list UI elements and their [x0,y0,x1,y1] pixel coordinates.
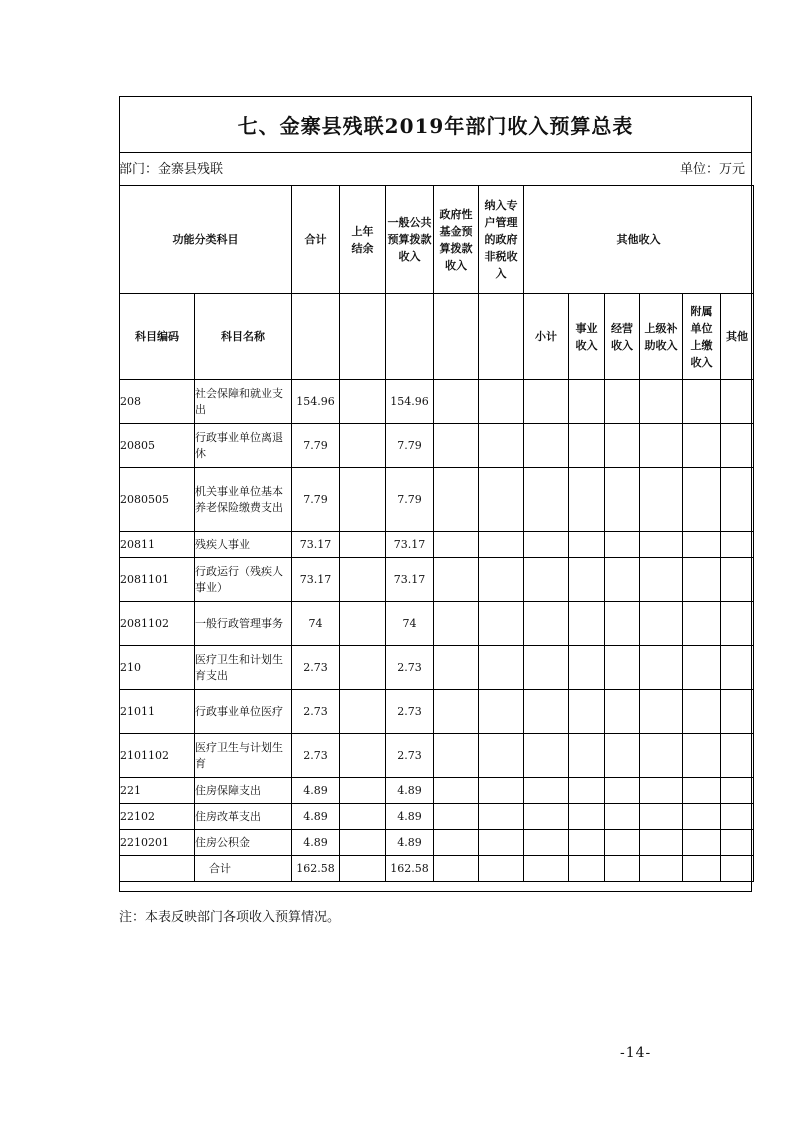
table-row [120,602,754,646]
row-total: 2.73 [292,734,340,778]
table-row [120,558,754,602]
table-row [120,734,754,778]
row-code: 22102 [120,804,195,830]
row-general-budget: 2.73 [386,646,434,690]
row-prior-balance [340,830,386,856]
empty-cell [683,468,721,532]
empty-cell [640,558,683,602]
empty-cell [479,778,524,804]
row-total: 7.79 [292,424,340,468]
empty-cell [721,830,754,856]
total-label: 合计 [195,856,292,882]
empty-cell [479,468,524,532]
empty-cell [721,804,754,830]
row-code: 2101102 [120,734,195,778]
header-empty [479,294,524,380]
empty-cell [721,424,754,468]
table-row [120,424,754,468]
empty-cell [524,424,569,468]
row-name: 残疾人事业 [195,532,292,558]
row-total: 4.89 [292,778,340,804]
table-row [120,778,754,804]
empty-cell [721,380,754,424]
row-general-budget: 7.79 [386,424,434,468]
empty-cell [434,380,479,424]
row-code: 221 [120,778,195,804]
empty-cell [640,778,683,804]
empty-cell [434,778,479,804]
empty-cell [569,558,605,602]
empty-cell [640,424,683,468]
empty-cell [683,734,721,778]
row-code: 2081102 [120,602,195,646]
unit-label: 单位：万元 [679,161,745,177]
empty-cell [640,690,683,734]
page-title: 七、金寨县残联2019年部门收入预算总表 [237,114,634,138]
row-prior-balance [340,778,386,804]
row-prior-balance [340,804,386,830]
empty-cell [605,856,640,882]
empty-cell [683,856,721,882]
row-total: 74 [292,602,340,646]
row-name: 社会保障和就业支出 [195,380,292,424]
empty-cell [605,804,640,830]
empty-cell [479,830,524,856]
row-code: 208 [120,380,195,424]
row-general-budget: 73.17 [386,532,434,558]
empty-cell [524,804,569,830]
row-code: 2210201 [120,830,195,856]
row-name: 行政事业单位医疗 [195,690,292,734]
row-general-budget: 4.89 [386,778,434,804]
empty-cell [524,856,569,882]
header-operating: 经营收入 [605,294,640,380]
empty-cell [569,646,605,690]
empty-cell [605,532,640,558]
row-general-budget: 73.17 [386,558,434,602]
row-name: 住房公积金 [195,830,292,856]
row-general-budget: 2.73 [386,690,434,734]
row-prior-balance [340,646,386,690]
row-code: 2081101 [120,558,195,602]
row-name: 医疗卫生和计划生育支出 [195,646,292,690]
empty-cell [569,690,605,734]
row-general-budget: 4.89 [386,804,434,830]
title-row [120,97,751,153]
empty-cell [605,424,640,468]
empty-cell [605,380,640,424]
income-budget-table [119,185,754,882]
empty-cell [434,468,479,532]
empty-cell [569,424,605,468]
header-empty [292,294,340,380]
empty-cell [605,690,640,734]
empty-cell [640,468,683,532]
empty-cell [434,424,479,468]
empty-cell [479,602,524,646]
empty-cell [721,558,754,602]
header-func-category: 功能分类科目 [120,186,292,294]
header-business: 事业收入 [569,294,605,380]
row-name: 住房保障支出 [195,778,292,804]
empty-cell [569,830,605,856]
empty-cell [434,646,479,690]
empty-cell [479,734,524,778]
empty-cell [683,646,721,690]
row-total: 7.79 [292,468,340,532]
row-code: 20811 [120,532,195,558]
empty-cell [524,830,569,856]
empty-cell [605,830,640,856]
row-prior-balance [340,734,386,778]
page-number: -14- [620,1045,652,1061]
empty-cell [683,380,721,424]
empty-cell [524,602,569,646]
row-general-budget: 2.73 [386,734,434,778]
empty-cell [569,380,605,424]
table-row [120,804,754,830]
empty-cell [721,778,754,804]
empty-cell [569,778,605,804]
row-name: 行政事业单位离退休 [195,424,292,468]
row-total: 73.17 [292,558,340,602]
empty-cell [640,856,683,882]
empty-cell [640,734,683,778]
total-prior-balance [340,856,386,882]
row-total: 154.96 [292,380,340,424]
empty-cell [640,602,683,646]
header-prior-balance: 上年结余 [340,186,386,294]
row-prior-balance [340,468,386,532]
row-name: 住房改革支出 [195,804,292,830]
empty-cell [605,734,640,778]
row-prior-balance [340,690,386,734]
row-code: 21011 [120,690,195,734]
empty-cell [569,602,605,646]
empty-cell [569,734,605,778]
empty-cell [479,532,524,558]
row-code: 2080505 [120,468,195,532]
empty-cell [605,646,640,690]
row-total: 2.73 [292,646,340,690]
empty-cell [605,778,640,804]
empty-cell [479,424,524,468]
empty-cell [683,558,721,602]
empty-cell [683,804,721,830]
empty-cell [569,804,605,830]
header-total: 合计 [292,186,340,294]
empty-cell [524,646,569,690]
empty-cell [524,778,569,804]
empty-cell [524,734,569,778]
empty-cell [721,856,754,882]
empty-cell [721,532,754,558]
empty-cell [640,380,683,424]
row-prior-balance [340,424,386,468]
total-row [120,856,754,882]
empty-cell [683,778,721,804]
row-prior-balance [340,380,386,424]
empty-cell [524,690,569,734]
empty-cell [524,532,569,558]
empty-cell [640,830,683,856]
row-prior-balance [340,602,386,646]
empty-cell [434,690,479,734]
empty-cell [721,646,754,690]
empty-cell [721,734,754,778]
empty-cell [683,424,721,468]
table-row [120,690,754,734]
department-label: 部门：金寨县残联 [119,161,224,177]
empty-cell [524,558,569,602]
empty-cell [479,380,524,424]
header-others: 其他 [721,294,754,380]
empty-cell [479,646,524,690]
empty-cell [721,690,754,734]
empty-cell [721,602,754,646]
empty-cell [479,558,524,602]
row-general-budget: 74 [386,602,434,646]
table-row [120,646,754,690]
header-empty [386,294,434,380]
empty-cell [640,532,683,558]
table-body [120,380,754,856]
row-general-budget: 154.96 [386,380,434,424]
row-name: 医疗卫生与计划生育 [195,734,292,778]
empty-cell [524,468,569,532]
empty-cell [524,380,569,424]
empty-cell [569,856,605,882]
empty-cell [479,690,524,734]
row-name: 机关事业单位基本养老保险缴费支出 [195,468,292,532]
empty-cell [434,602,479,646]
total-general: 162.58 [386,856,434,882]
header-name: 科目名称 [195,294,292,380]
row-code: 20805 [120,424,195,468]
empty-cell [683,602,721,646]
header-other-income: 其他收入 [524,186,754,294]
empty-cell [479,804,524,830]
row-name: 一般行政管理事务 [195,602,292,646]
header-empty [340,294,386,380]
empty-cell [434,532,479,558]
empty-cell [640,804,683,830]
empty-cell [434,856,479,882]
header-subtotal: 小计 [524,294,569,380]
empty-cell [434,734,479,778]
empty-cell [605,558,640,602]
row-general-budget: 4.89 [386,830,434,856]
empty-cell [569,532,605,558]
empty-cell [434,558,479,602]
header-general-budget: 一般公共预算拨款收入 [386,186,434,294]
empty-cell [640,646,683,690]
header-gov-fund: 政府性基金预算拨款收入 [434,186,479,294]
empty-cell [434,830,479,856]
empty-cell [683,532,721,558]
row-total: 2.73 [292,690,340,734]
row-prior-balance [340,532,386,558]
empty-cell [605,602,640,646]
header-non-tax: 纳入专户管理的政府非税收入 [479,186,524,294]
empty-cell [683,690,721,734]
table-row [120,380,754,424]
empty-cell [683,830,721,856]
table-row [120,468,754,532]
footnote: 注：本表反映部门各项收入预算情况。 [119,910,341,925]
row-total: 4.89 [292,830,340,856]
row-name: 行政运行（残疾人事业） [195,558,292,602]
header-superior: 上级补助收入 [640,294,683,380]
header-code: 科目编码 [120,294,195,380]
row-general-budget: 7.79 [386,468,434,532]
table-row [120,830,754,856]
table-row [120,532,754,558]
row-prior-balance [340,558,386,602]
empty-cell [605,468,640,532]
row-code: 210 [120,646,195,690]
empty-cell [479,856,524,882]
total-code-cell [120,856,195,882]
header-affiliated: 附属单位上缴收入 [683,294,721,380]
row-total: 4.89 [292,804,340,830]
header-empty [434,294,479,380]
info-row [120,152,751,182]
empty-cell [434,804,479,830]
row-total: 73.17 [292,532,340,558]
total-total: 162.58 [292,856,340,882]
empty-cell [721,468,754,532]
empty-cell [569,468,605,532]
